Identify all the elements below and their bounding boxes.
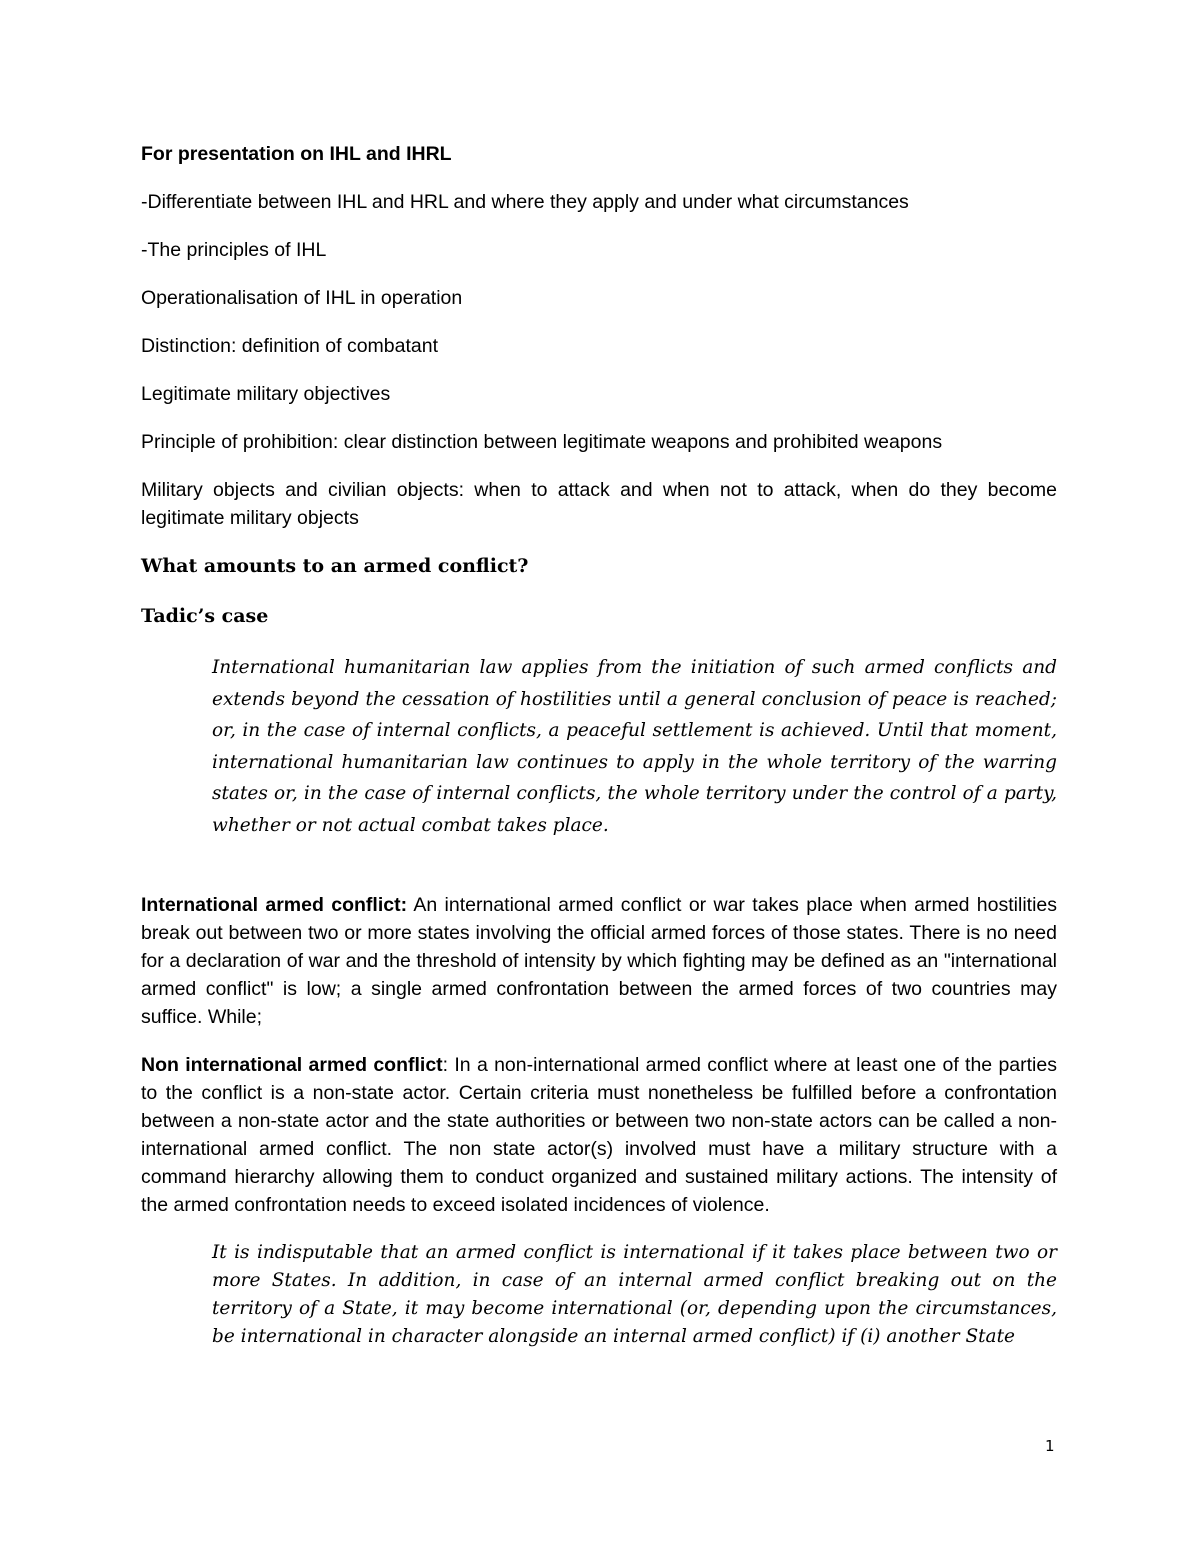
item-military-civilian-objects: Military objects and civilian objects: when to attack and when not to attack, when do they become legitimate military objects <box>141 479 1057 529</box>
niac-paragraph <box>141 1051 1057 1219</box>
iac-term: International armed conflict: <box>141 894 408 916</box>
case-heading: Tadic’s case <box>141 605 269 627</box>
item-operationalisation: Operationalisation of IHL in operation <box>141 287 463 309</box>
page-content <box>141 140 1057 1351</box>
item-legitimate-objectives: Legitimate military objectives <box>141 383 391 405</box>
item-differentiate: -Differentiate between IHL and HRL and where they apply and under what circumstances <box>141 191 909 213</box>
page-number: 1 <box>1045 1437 1055 1455</box>
item-prohibition: Principle of prohibition: clear distinction between legitimate weapons and prohibited weapons <box>141 431 943 453</box>
niac-term: Non international armed conflict <box>141 1054 443 1076</box>
item-principles: -The principles of IHL <box>141 239 327 261</box>
section-heading: What amounts to an armed conflict? <box>141 555 529 577</box>
tadic-quote: International humanitarian law applies from the initiation of such armed conflicts and extends beyond the cessation of hostilities until a general conclusion of peace is reached; or, in the case of internal conflicts, a peaceful settlement is achieved. Until that moment, international humanitarian law continues to apply in the whole territory of the warring states or, in the case of internal conflicts, the whole territory under the control of a party, whether or not actual combat takes place. <box>212 657 1057 836</box>
niac-text: : In a non-international armed conflict where at least one of the parties to the conflict is a non-state actor. Certain criteria must nonetheless be fulfilled before a confrontation between a non-state actor and the state authorities or between two non-state actors can be called a non-international armed conflict. The non state actor(s) involved must have a military structure with a command hierarchy allowing them to conduct organized and sustained military actions. The intensity of the armed confrontation needs to exceed isolated incidences of violence. <box>141 1054 1057 1216</box>
document-title: For presentation on IHL and IHRL <box>141 143 452 165</box>
item-distinction: Distinction: definition of combatant <box>141 335 438 357</box>
iac-paragraph <box>141 891 1057 1031</box>
indisputable-quote: It is indisputable that an armed conflict is international if it takes place between two or more States. In addition, in case of an internal armed conflict breaking out on the territory of a State, it may become international (or, depending upon the circumstances, be international in character alongside an internal armed conflict) if (i) another State <box>212 1242 1057 1347</box>
iac-text: An international armed conflict or war takes place when armed hostilities break out between two or more states involving the official armed forces of those states. There is no need for a declaration of war and the threshold of intensity by which fighting may be defined as an "international armed conflict" is low; a single armed confrontation between the armed forces of two countries may suffice. While; <box>141 894 1057 1028</box>
